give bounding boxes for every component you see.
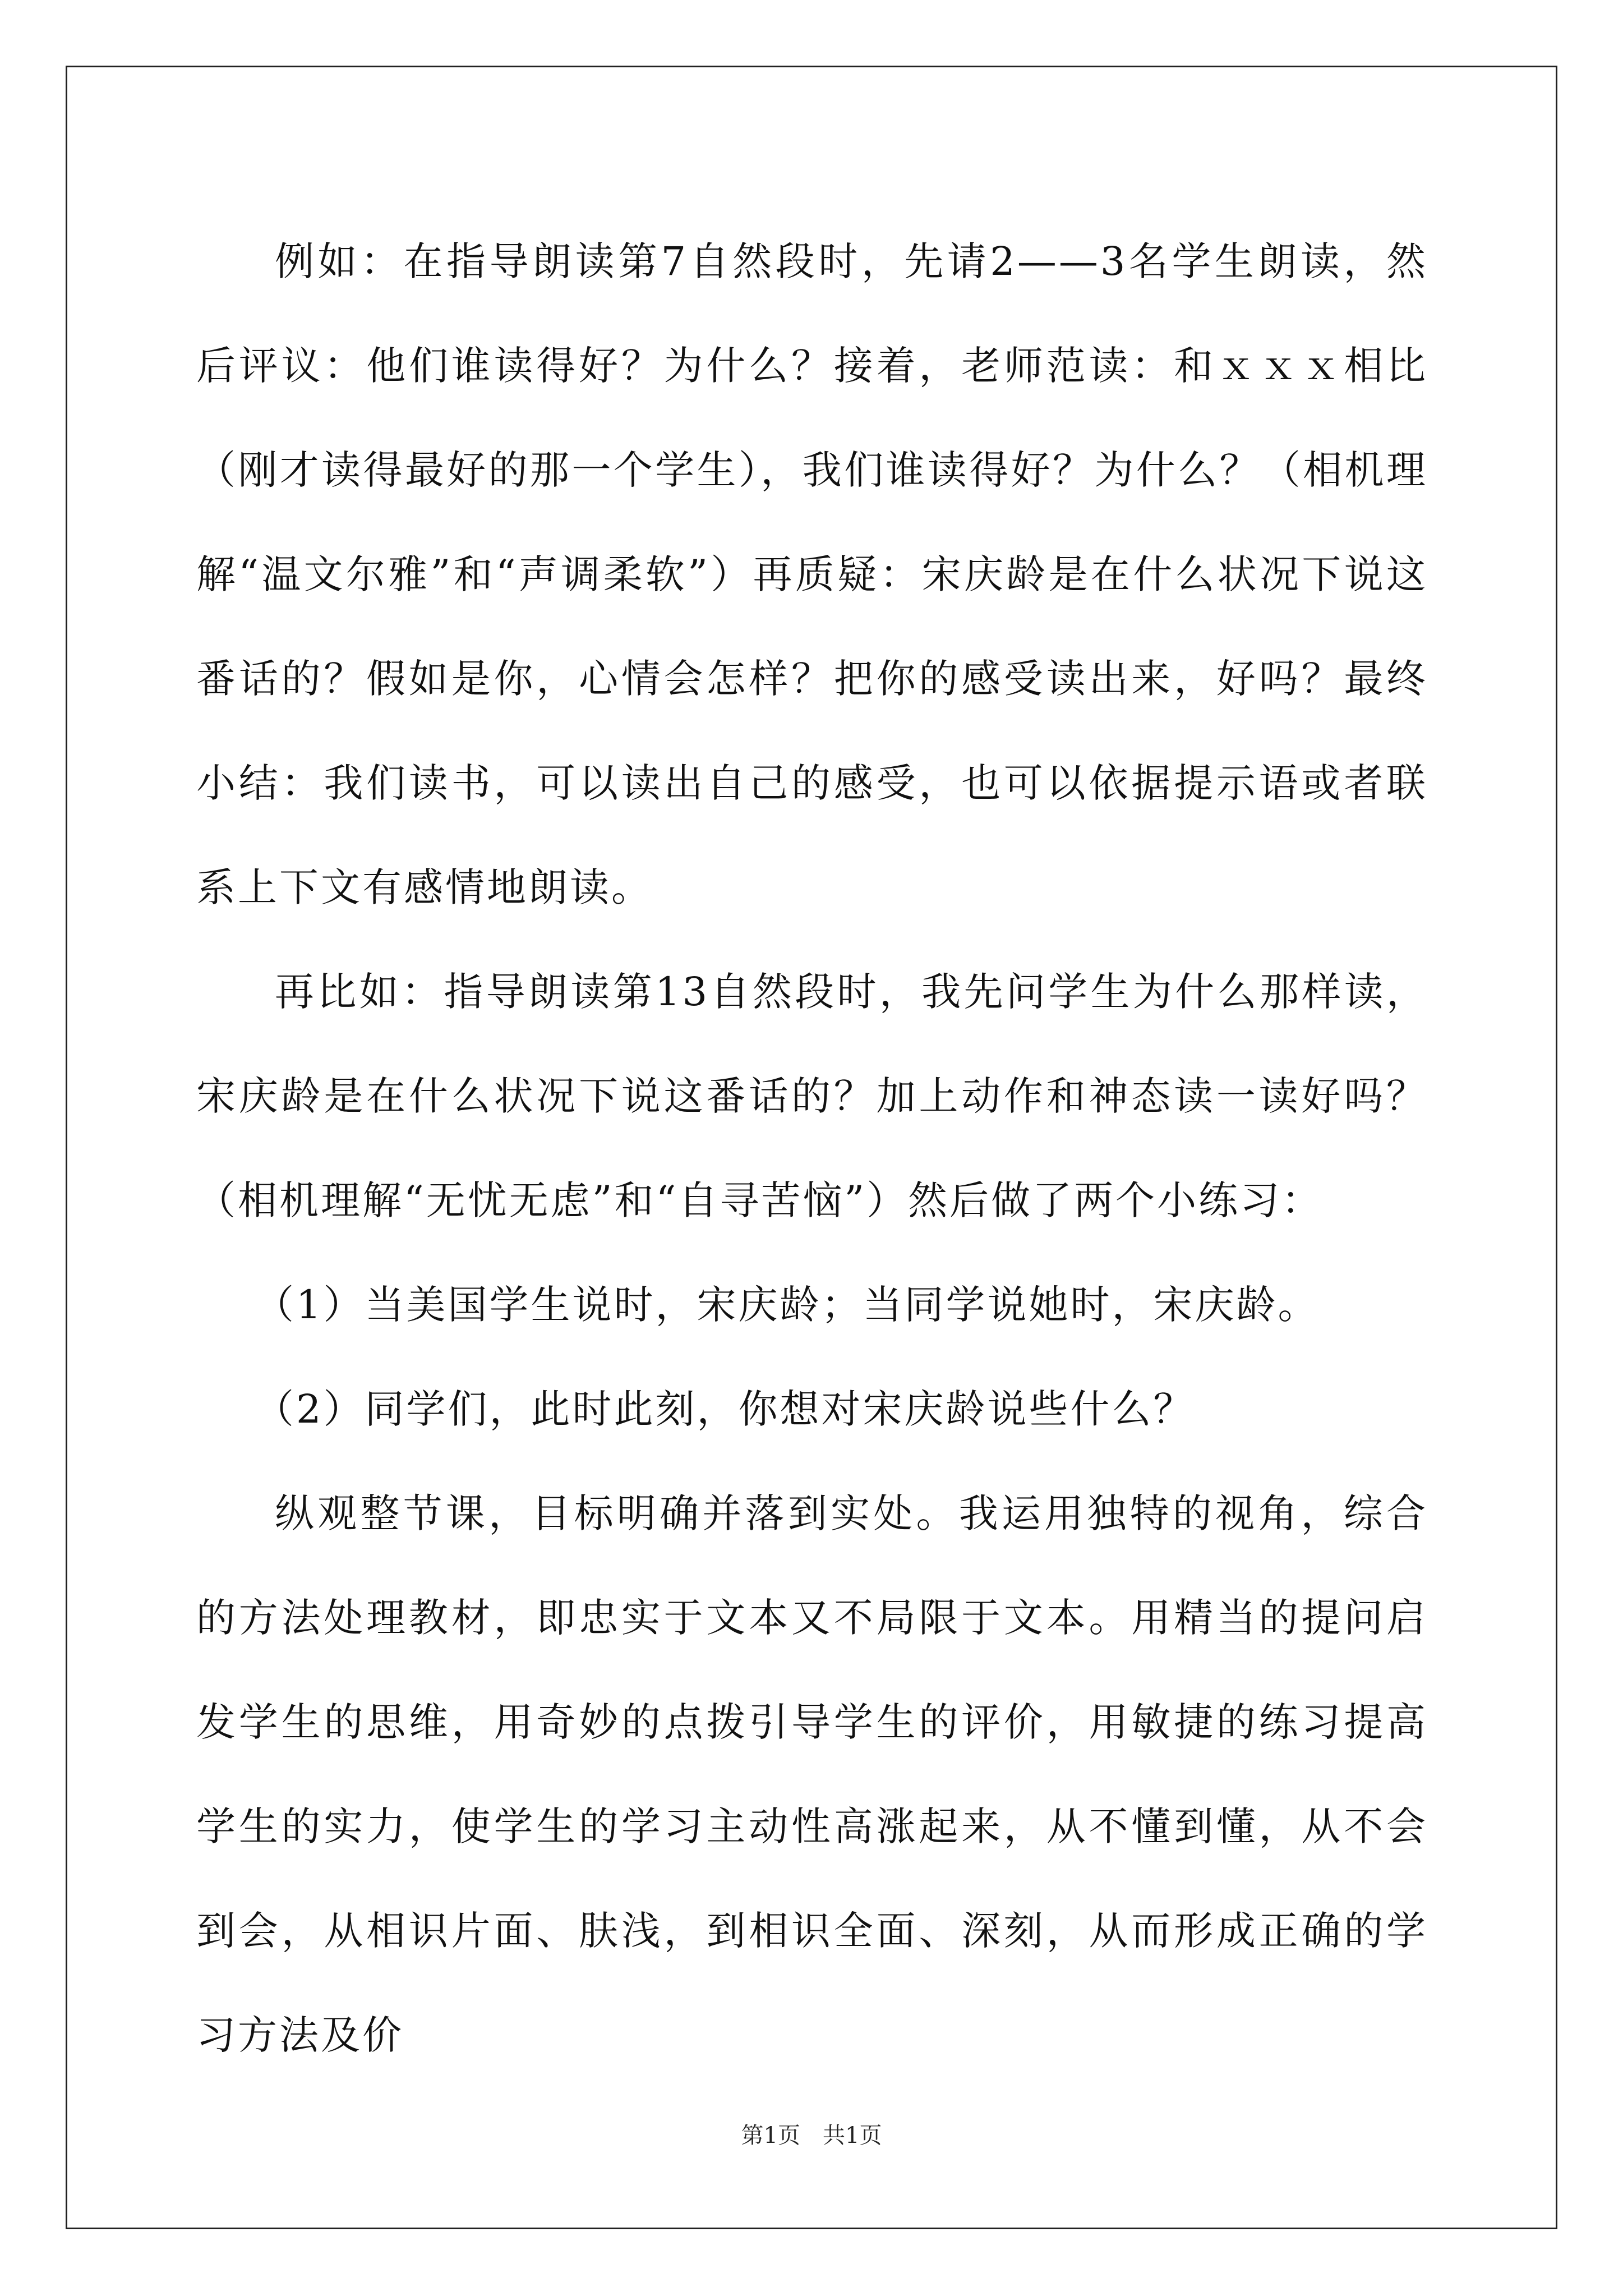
exercise-item-2: （2）同学们，此时此刻，你想对宋庆龄说些什么？ xyxy=(255,1386,1195,1432)
page-number-footer: 第1页 共1页 xyxy=(741,2123,882,2148)
paragraph-reading-example: 例如：在指导朗读第7自然段时，先请2——3名学生朗读，然后评议：他们谁读得好？为什么？接着，老师范读：和ｘｘｘ相比（刚才读得最好的那一个学生），我们谁读得好？为什么？（相机理解“温文尔雅”和“声调柔软”）再质疑：宋庆龄是在什么状况下说这番话的？假如是你，心情会怎样？把你的感受读出来，好吗？最终小结：我们读书，可以读出自己的感受，也可以依据提示语或者联系上下文有感情地朗读。 xyxy=(196,238,1428,910)
document-body xyxy=(196,209,1428,2087)
exercise-item-1: （1）当美国学生说时，宋庆龄；当同学说她时，宋庆龄。 xyxy=(255,1282,1320,1328)
paragraph-second-example: 再比如：指导朗读第13自然段时，我先问学生为什么那样读，宋庆龄是在什么状况下说这番话的？加上动作和神态读一读好吗？（相机理解“无忧无虑”和“自寻苦恼”）然后做了两个小练习： xyxy=(196,969,1428,1223)
paragraph-summary: 纵观整节课，目标明确并落到实处。我运用独特的视角，综合的方法处理教材，即忠实于文本又不局限于文本。用精当的提问启发学生的思维，用奇妙的点拨引导学生的评价，用敏捷的练习提高学生的实力，使学生的学习主动性高涨起来，从不懂到懂，从不会到会，从相识片面、肤浅，到相识全面、深刻，从而形成正确的学习方法及价 xyxy=(196,1490,1428,2058)
